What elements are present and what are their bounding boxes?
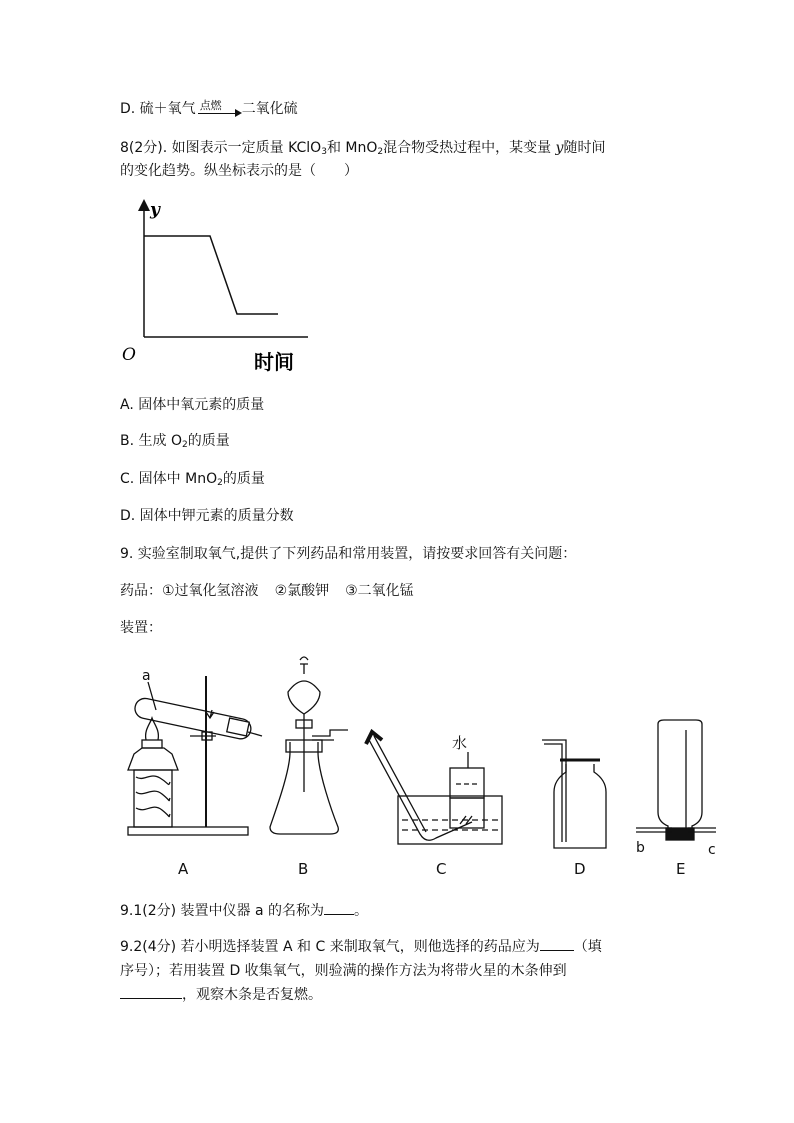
- trend-graph: [118, 195, 318, 375]
- label-B: B: [298, 860, 309, 878]
- answer-blank-3[interactable]: [120, 984, 182, 999]
- label-A: A: [178, 860, 189, 878]
- q8-stem-line2: 的变化趋势。纵坐标表示的是（ ）: [120, 163, 358, 179]
- drugs-label: 药品：: [120, 583, 162, 599]
- q9-sub2-text: （填: [573, 939, 602, 955]
- q7-option-d-product: 二氧化硫: [241, 101, 298, 117]
- label-c: c: [708, 842, 716, 858]
- q8-stem-text: 随时间: [563, 140, 606, 156]
- q8-option-b-text: 的质量: [187, 433, 230, 449]
- apparatus-figure: [120, 652, 730, 884]
- apparatus-a: [128, 668, 262, 878]
- q9-sub1: [120, 900, 368, 922]
- q9-sub2-line3: [120, 984, 322, 1006]
- q8-option-d: D. 固体中钾元素的质量分数: [120, 508, 294, 524]
- q9-sub2-line2: 序号）；若用装置 D 收集氧气，则验满的操作方法为将带火星的木条伸到: [120, 963, 567, 979]
- x-axis-label: 时间: [254, 350, 294, 374]
- q8-stem-text: 8(2分). 如图表示一定质量 KClO: [120, 140, 322, 156]
- trend-line: [144, 236, 278, 314]
- answer-blank-2[interactable]: [540, 936, 574, 951]
- q8-sub: 2: [217, 478, 223, 488]
- label-C: C: [436, 860, 447, 878]
- label-D: D: [574, 860, 586, 878]
- origin-label: O: [122, 345, 136, 365]
- q9-sub2-text: 9.2(4分) 若小明选择装置 A 和 C 来制取氧气，则他选择的药品应为: [120, 939, 540, 955]
- answer-blank-1[interactable]: [324, 900, 354, 915]
- q9-sub1-text: 9.1(2分) 装置中仪器 a 的名称为: [120, 903, 325, 919]
- q8-option-c: [120, 468, 265, 494]
- label-a: a: [142, 668, 151, 684]
- q8-option-c-text: 的质量: [222, 471, 265, 487]
- q8-option-b: [120, 430, 230, 456]
- q8-variable: y: [555, 140, 564, 156]
- reaction-condition: 点燃: [199, 99, 222, 112]
- q9-sub1-text: 。: [354, 903, 369, 919]
- q8-sub: 2: [377, 147, 384, 157]
- apparatus-b: [270, 657, 348, 878]
- q7-option-d-prefix: D. 硫＋氧气: [120, 101, 196, 117]
- q9-stem: 9. 实验室制取氧气,提供了下列药品和常用装置，请按要求回答有关问题：: [120, 546, 577, 562]
- q8-stem-text: 和 MnO: [326, 140, 378, 156]
- q8-option-a: A. 固体中氧元素的质量: [120, 397, 265, 413]
- q8-stem-text: 混合物受热过程中，某变量: [383, 140, 552, 156]
- q8-sub: 2: [181, 440, 188, 450]
- q8-sub: 3: [321, 147, 327, 157]
- drug-2: ②氯酸钾: [274, 583, 330, 599]
- y-axis-label: y: [150, 200, 160, 220]
- apparatus-e: [636, 720, 716, 878]
- q9-sub2-text: ，观察木条是否复燃。: [182, 987, 322, 1003]
- drug-3: ③二氧化锰: [345, 583, 414, 599]
- apparatus-d: [542, 740, 606, 878]
- apparatus-c: [366, 732, 502, 878]
- q7-option-d: [120, 98, 298, 120]
- label-E: E: [676, 860, 686, 878]
- q8-option-b-text: B. 生成 O: [120, 433, 182, 449]
- q9-sub2-line1: [120, 936, 602, 958]
- apparatus-label: 装置：: [120, 620, 162, 636]
- q9-drugs: [120, 580, 414, 602]
- drug-1: ①过氧化氢溶液: [162, 583, 259, 599]
- label-water: 水: [452, 734, 468, 752]
- reaction-arrow: [198, 98, 240, 120]
- label-b: b: [636, 840, 645, 856]
- q8-option-c-text: C. 固体中 MnO: [120, 471, 218, 487]
